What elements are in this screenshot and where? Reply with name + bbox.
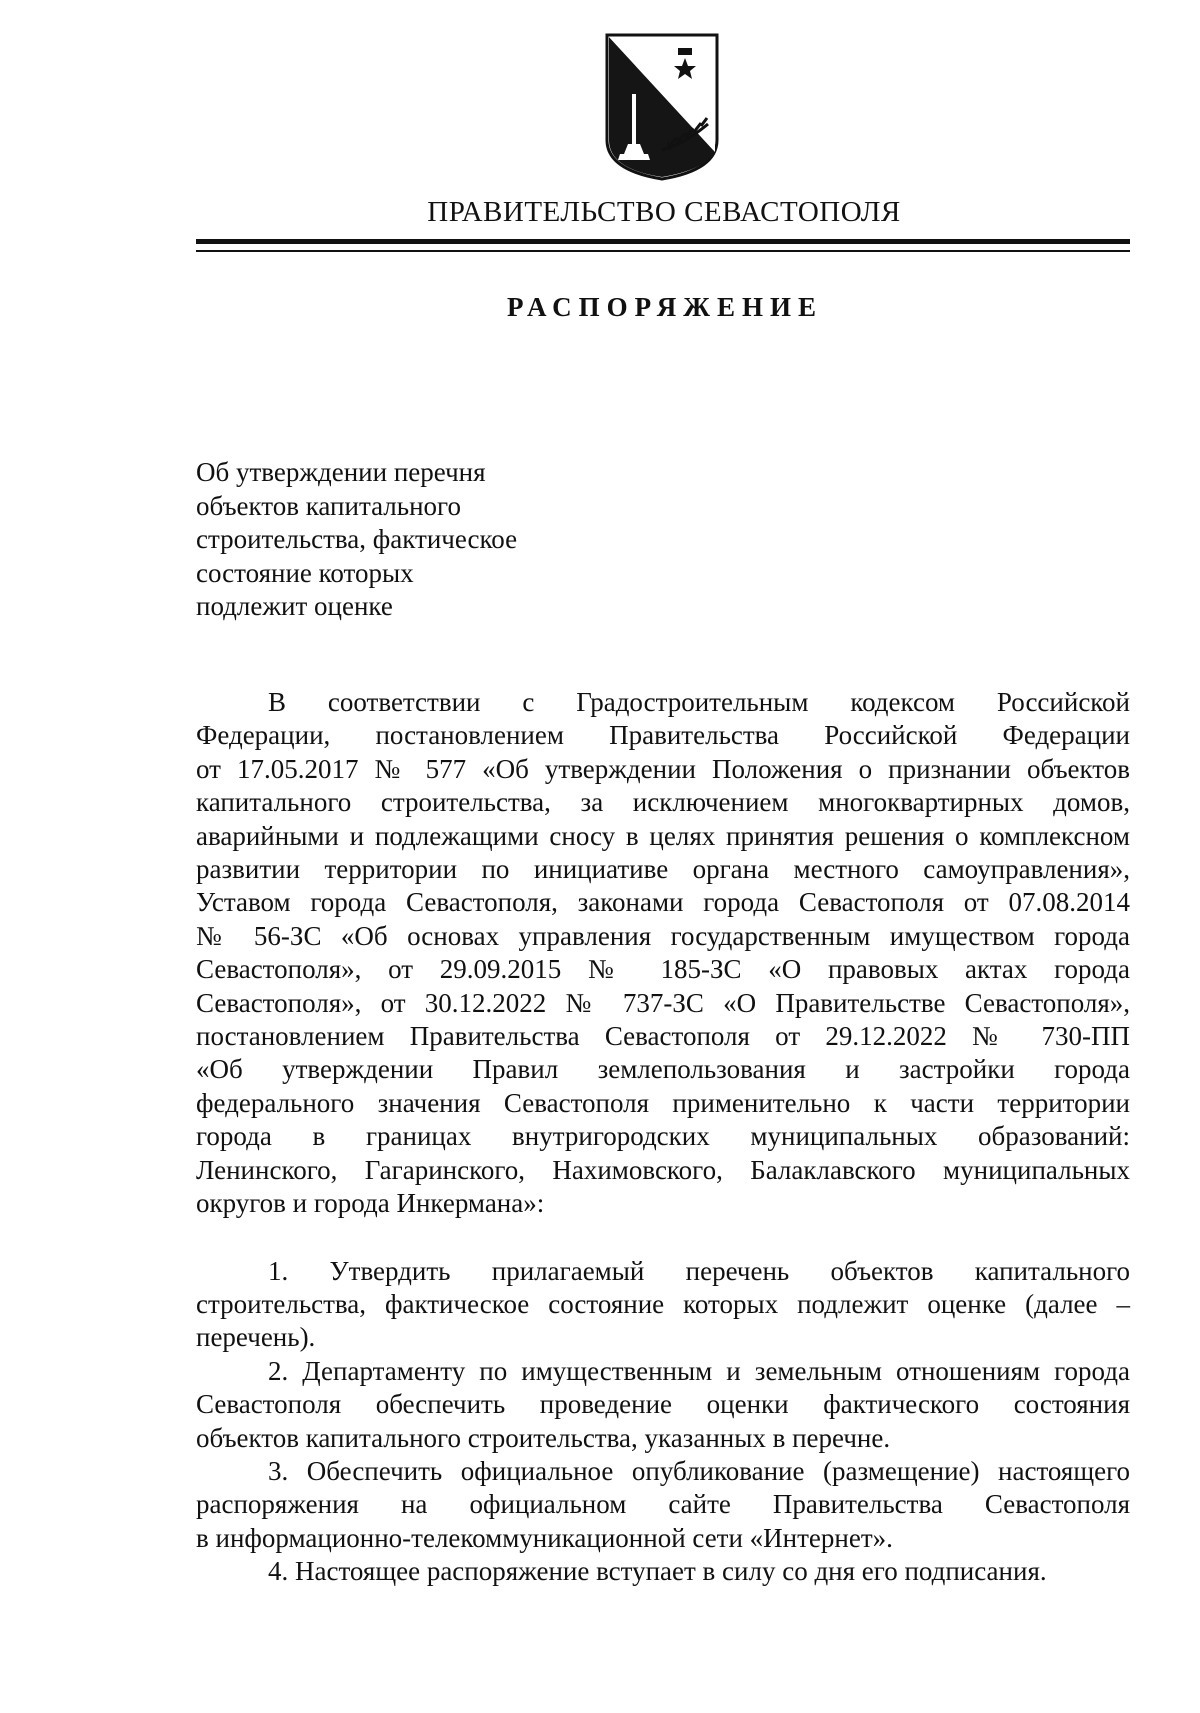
preamble-line: развитии территории по инициативе органа местного самоуправления»,: [196, 854, 1130, 885]
item-line: в информационно-телекоммуникационной сети «Интернет».: [196, 1522, 893, 1553]
item-line: объектов капитального строительства, указанных в перечне.: [196, 1422, 891, 1453]
preamble-line: Ленинского, Гагаринского, Нахимовского, Балаклавского муниципальных: [196, 1154, 1130, 1185]
preamble-line: № 56-ЗС «Об основах управления государственным имуществом города: [196, 920, 1130, 951]
subject-line: состояние которых: [196, 557, 414, 588]
item-line: 4. Настоящее распоряжение вступает в силу со дня его подписания.: [268, 1556, 1047, 1587]
list-item: [196, 1555, 1130, 1588]
list-item: [196, 1255, 1130, 1355]
subject-line: объектов капитального: [196, 490, 461, 521]
document-type-title: РАСПОРЯЖЕНИЕ: [506, 292, 824, 322]
preamble-line: капитального строительства, за исключением многоквартирных домов,: [196, 787, 1130, 818]
header-divider-thin: [196, 250, 1130, 252]
preamble-line: Федерации, постановлением Правительства Российской Федерации: [196, 720, 1130, 751]
item-line: строительства, фактическое состояние которых подлежит оценке (далее –: [196, 1288, 1130, 1319]
preamble-paragraph: [196, 686, 1130, 1221]
preamble-line: аварийными и подлежащими сносу в целях принятия решения о комплексном: [196, 820, 1130, 851]
preamble-line: Севастополя», от 29.09.2015 № 185-ЗС «О правовых актах города: [196, 954, 1130, 985]
preamble-line: Севастополя», от 30.12.2022 № 737-ЗС «О Правительстве Севастополя»,: [196, 987, 1130, 1018]
subject-line: строительства, фактическое: [196, 524, 518, 554]
preamble-line: Уставом города Севастополя, законами города Севастополя от 07.08.2014: [196, 887, 1130, 918]
item-line: 3. Обеспечить официальное опубликование (размещение) настоящего: [268, 1455, 1130, 1486]
preamble-line: «Об утверждении Правил землепользования и застройки города: [196, 1054, 1130, 1085]
item-line: Севастополя обеспечить проведение оценки фактического состояния: [196, 1389, 1130, 1420]
document-body: [196, 686, 1130, 1589]
preamble-line: В соответствии с Градостроительным кодексом Российской: [268, 687, 1130, 717]
preamble-line: округов и города Инкермана»:: [196, 1188, 545, 1219]
item-line: 1. Утвердить прилагаемый перечень объектов капитального: [268, 1255, 1130, 1286]
preamble-line: постановлением Правительства Севастополя от 29.12.2022 № 730-ПП: [196, 1021, 1130, 1052]
document-subject: [196, 456, 517, 624]
list-item: [196, 1355, 1130, 1455]
item-line: распоряжения на официальном сайте Правительства Севастополя: [196, 1489, 1130, 1520]
preamble-line: города в границах внутригородских муниципальных образований:: [196, 1121, 1130, 1152]
list-item: [196, 1455, 1130, 1555]
subject-line: подлежит оценке: [196, 591, 393, 621]
header-divider-thick: [196, 239, 1130, 244]
organization-name: ПРАВИТЕЛЬСТВО СЕВАСТОПОЛЯ: [427, 196, 901, 228]
preamble-line: федерального значения Севастополя применительно к части территории: [196, 1087, 1130, 1118]
item-line: перечень).: [196, 1322, 316, 1353]
coat-of-arms-icon: [604, 32, 720, 182]
subject-line: Об утверждении перечня: [196, 457, 486, 487]
item-line: 2. Департаменту по имущественным и земельным отношениям города: [268, 1355, 1130, 1386]
preamble-line: от 17.05.2017 № 577 «Об утверждении Положения о признании объектов: [196, 753, 1130, 784]
